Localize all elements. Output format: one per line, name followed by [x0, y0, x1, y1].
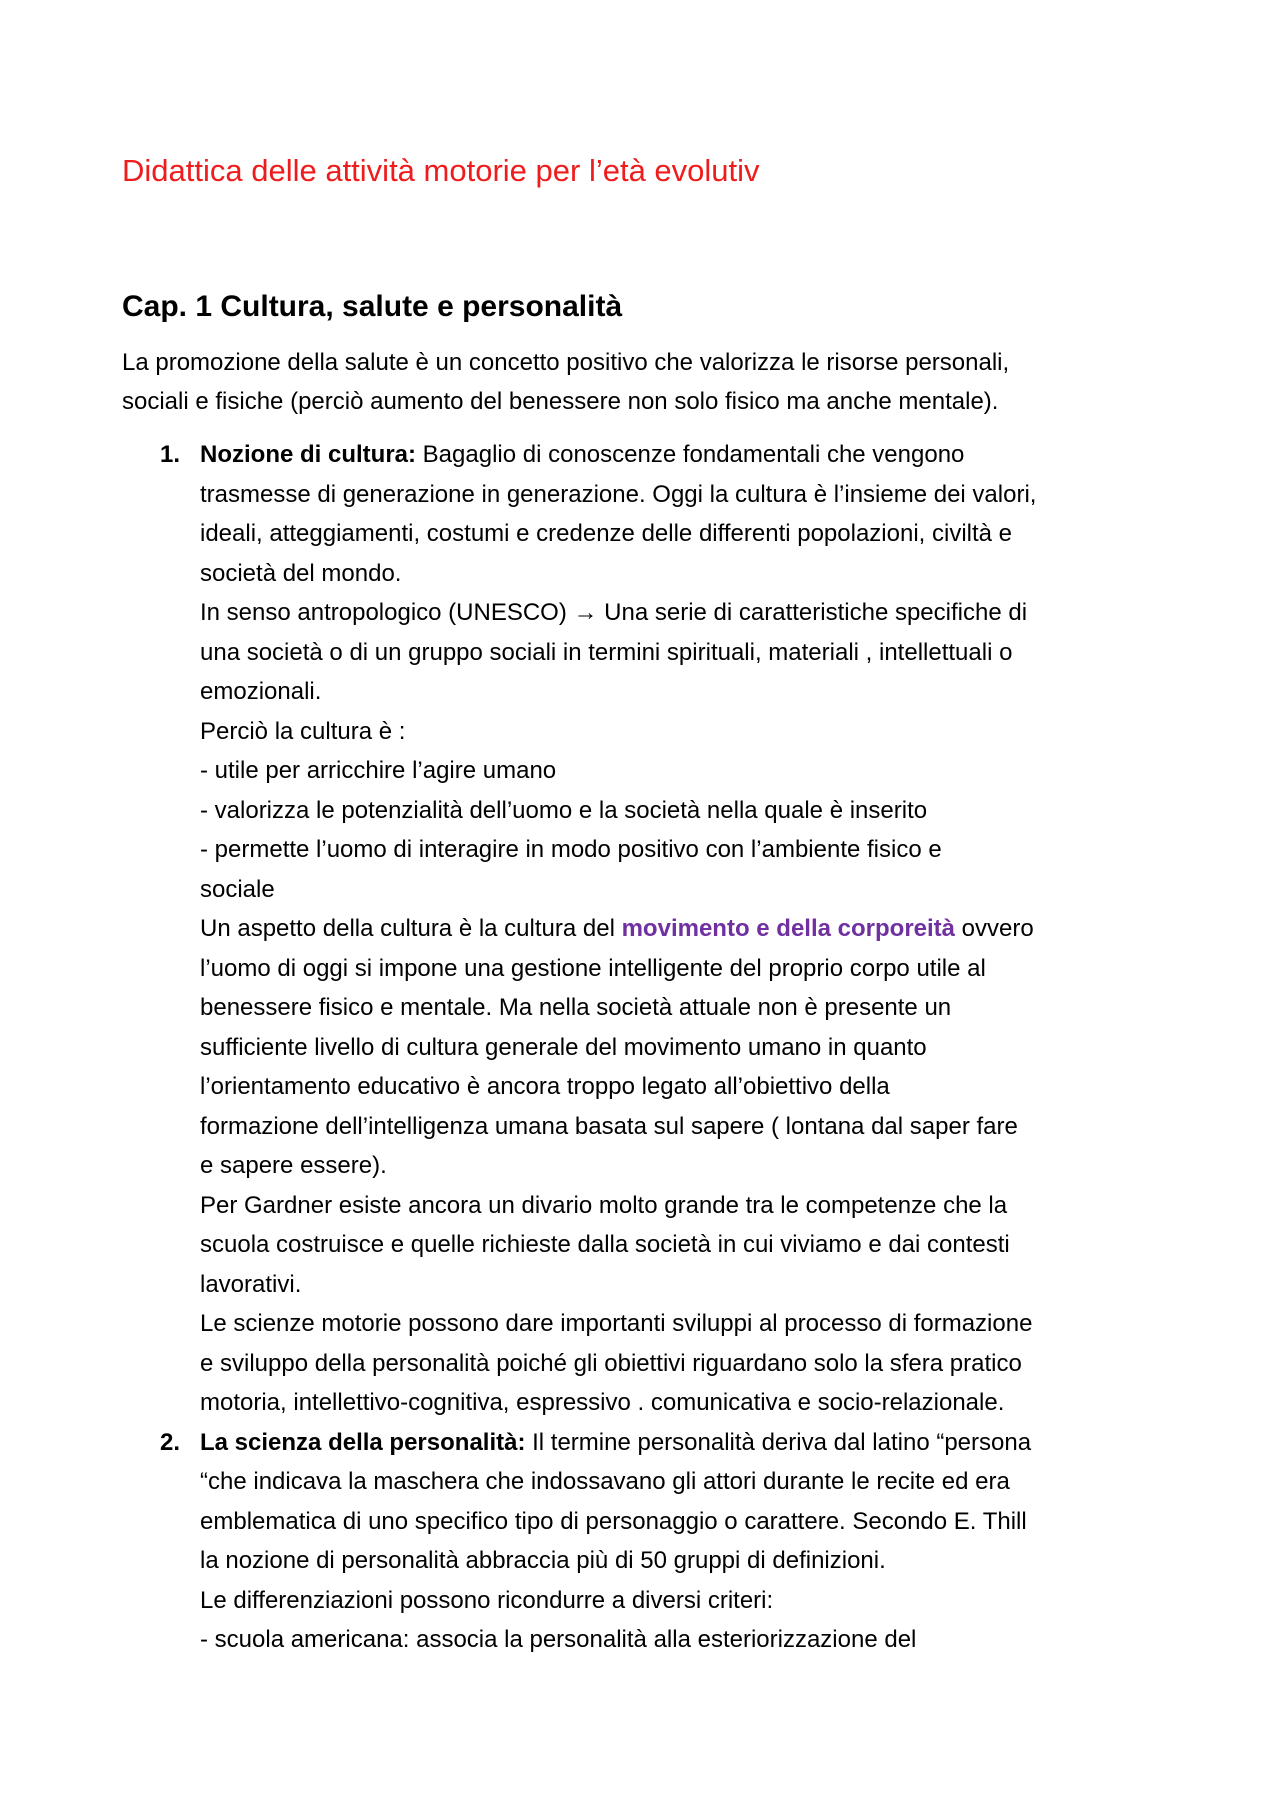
item-line-highlight [200, 909, 1182, 949]
item-line: Perciò la cultura è : [200, 717, 406, 745]
item-text: ovvero [955, 915, 1034, 943]
item-line: la nozione di personalità abbraccia più di 50 gruppi di definizioni. [200, 1547, 886, 1575]
item-line: - scuola americana: associa la personalità alla esteriorizzazione del [200, 1626, 917, 1654]
list-number: 1. [160, 441, 181, 469]
item-line: scuola costruisce e quelle richieste dalla società in cui viviamo e dai contesti [200, 1231, 1010, 1259]
item-line: l’uomo di oggi si impone una gestione intelligente del proprio corpo utile al [200, 954, 986, 982]
intro-paragraph [122, 343, 1182, 421]
intro-line: La promozione della salute è un concetto positivo che valorizza le risorse personali, [122, 349, 1010, 377]
document-title: Didattica delle attività motorie per l’età evolutiv [122, 153, 760, 188]
item-line: sociale [200, 875, 275, 903]
item-text: Il termine personalità deriva dal latino “persona [525, 1428, 1032, 1456]
item-text: Bagaglio di conoscenze fondamentali che vengono [416, 441, 965, 469]
item-line: e sviluppo della personalità poiché gli obiettivi riguardano solo la sfera pratico [200, 1349, 1022, 1377]
item-line: emblematica di uno specifico tipo di personaggio o carattere. Secondo E. Thill [200, 1507, 1027, 1535]
item-heading: Nozione di cultura: [200, 441, 416, 469]
item-line: ideali, atteggiamenti, costumi e credenze delle differenti popolazioni, civiltà e [200, 520, 1013, 548]
item-heading: La scienza della personalità: [200, 1428, 526, 1456]
item-line: - permette l’uomo di interagire in modo positivo con l’ambiente fisico e [200, 836, 942, 864]
item-line: - utile per arricchire l’agire umano [200, 757, 557, 785]
item-line: formazione dell’intelligenza umana basata sul sapere ( lontana dal saper fare [200, 1112, 1018, 1140]
chapter-title: Cap. 1 Cultura, salute e personalità [122, 290, 623, 324]
item-line: società del mondo. [200, 559, 402, 587]
list-item-scienza-della-personalita [122, 1423, 1182, 1660]
item-line: emozionali. [200, 678, 322, 706]
intro-line: sociali e fisiche (perciò aumento del benessere non solo fisico ma anche mentale). [122, 388, 999, 416]
numbered-list [122, 435, 1182, 1660]
item-first-line [200, 435, 1182, 475]
item-line: una società o di un gruppo sociali in termini spirituali, materiali , intellettuali o [200, 638, 1013, 666]
item-line: lavorativi. [200, 1270, 302, 1298]
item-line: In senso antropologico (UNESCO) → Una serie di caratteristiche specifiche di [200, 599, 1028, 627]
item-line: trasmesse di generazione in generazione. Oggi la cultura è l’insieme dei valori, [200, 480, 1037, 508]
item-first-line [200, 1423, 1182, 1463]
item-text: Un aspetto della cultura è la cultura del [200, 915, 622, 943]
item-line: benessere fisico e mentale. Ma nella società attuale non è presente un [200, 994, 952, 1022]
item-line: - valorizza le potenzialità dell’uomo e la società nella quale è inserito [200, 796, 928, 824]
item-line: Le differenziazioni possono ricondurre a diversi criteri: [200, 1586, 774, 1614]
item-line: motoria, intellettivo-cognitiva, espressivo . comunicativa e socio-relazionale. [200, 1389, 1005, 1417]
item-line: l’orientamento educativo è ancora troppo legato all’obiettivo della [200, 1073, 890, 1101]
list-item-nozione-di-cultura [122, 435, 1182, 1423]
item-line: sufficiente livello di cultura generale del movimento umano in quanto [200, 1033, 927, 1061]
item-line: Per Gardner esiste ancora un divario molto grande tra le competenze che la [200, 1191, 1008, 1219]
item-line: Le scienze motorie possono dare importanti sviluppi al processo di formazione [200, 1310, 1033, 1338]
item-line: “che indicava la maschera che indossavano gli attori durante le recite ed era [200, 1468, 1010, 1496]
list-number: 2. [160, 1428, 181, 1456]
item-line: e sapere essere). [200, 1152, 387, 1180]
highlighted-phrase: movimento e della corporeità [621, 915, 956, 943]
document-page [122, 152, 1182, 1660]
